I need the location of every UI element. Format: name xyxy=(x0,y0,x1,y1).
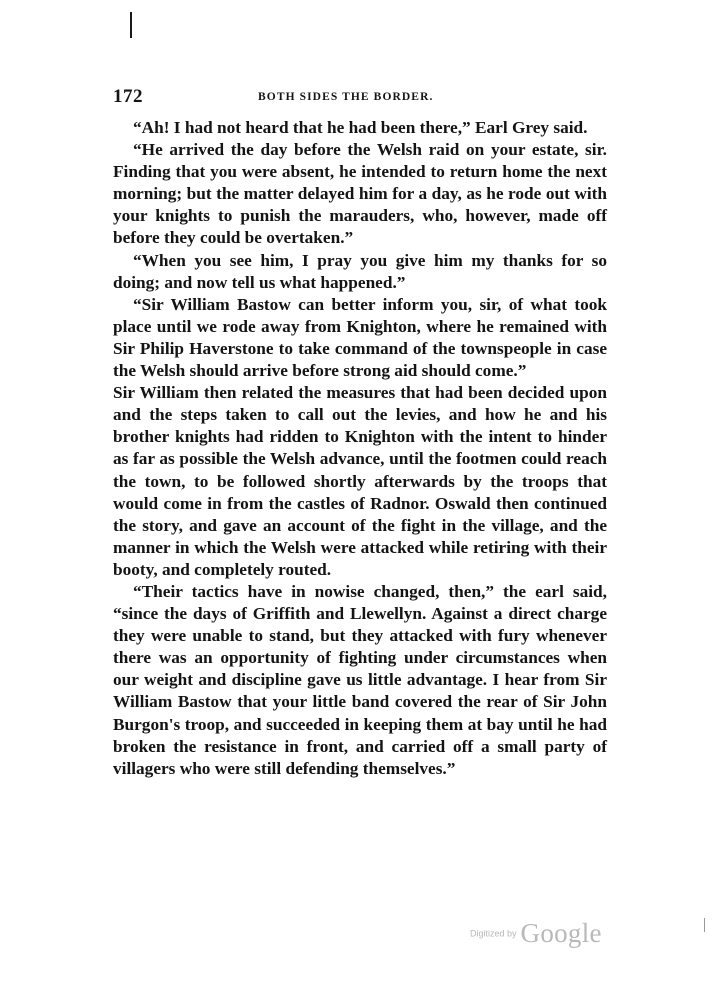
page-header xyxy=(113,86,607,110)
paragraph: “When you see him, I pray you give him my thanks for so doing; and now tell us what happened.” xyxy=(113,250,607,292)
paragraph: “Sir William Bastow can better inform you, sir, of what took place until we rode away from Knighton, where he remained with Sir Philip Haverstone to take command of the townspeople in case the Welsh should arrive before strong aid should come.” xyxy=(113,294,607,381)
scan-margin-mark xyxy=(130,12,132,38)
running-title: BOTH SIDES THE BORDER. xyxy=(258,91,434,103)
paragraph: “He arrived the day before the Welsh raid on your estate, sir. Finding that you were absent, he intended to return home the next morning; but the matter delayed him for a day, as he rode out with your knights to punish the marauders, who, however, made off before they could be overtaken.” xyxy=(113,140,607,248)
paragraph: Sir William then related the measures that had been decided upon and the steps taken to call out the levies, and how he and his brother knights had ridden to Knighton with the intent to hinder as far as possible the Welsh advance, until the footmen could reach the town, to be followed shortly afterwards by the troops that would come in from the castles of Radnor. Oswald then continued the story, and gave an account of the fight in the village, and the manner in which the Welsh were attacked while retiring with their booty, and completely routed. xyxy=(113,383,607,579)
digitized-by-label: Digitized by xyxy=(470,928,517,939)
page-number: 172 xyxy=(113,86,143,107)
paragraph: “Their tactics have in nowise changed, then,” the earl said, “since the days of Griffith and Llewellyn. Against a direct charge they were unable to stand, but they attacked with fury whenever there was an opportunity of fighting under circumstances when our weight and discipline gave us little advantage. I hear from Sir William Bastow that your little band covered the rear of Sir John Burgon's troop, and succeeded in keeping them at bay until he had broken the resistance in front, and carried off a small party of villagers who were still defending themselves.” xyxy=(113,581,607,778)
scan-edge-mark xyxy=(704,918,705,932)
google-logo: Google xyxy=(520,918,602,948)
digitized-by-google-watermark xyxy=(470,918,602,958)
page-body xyxy=(113,117,607,780)
paragraph: “Ah! I had not heard that he had been there,” Earl Grey said. xyxy=(133,118,588,137)
